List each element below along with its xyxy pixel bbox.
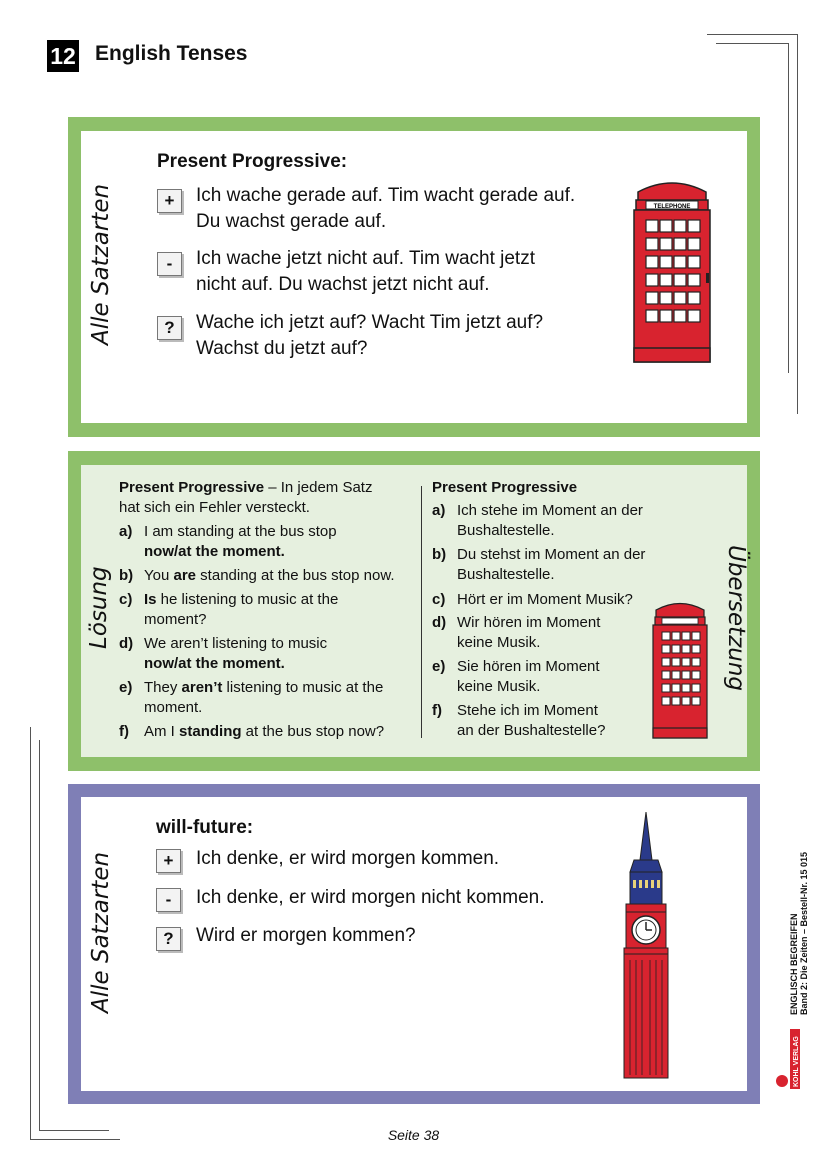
telephone-box-small-image bbox=[650, 600, 710, 740]
column-divider bbox=[421, 486, 422, 738]
frame-line bbox=[716, 43, 788, 44]
plus-symbol-box: + bbox=[156, 849, 181, 873]
card-heading: Present Progressive: bbox=[157, 151, 348, 172]
frame-line bbox=[707, 34, 797, 35]
solution-side-label: Lösung bbox=[86, 566, 112, 649]
question-symbol-box: ? bbox=[156, 927, 181, 951]
svg-text:KOHL VERLAG: KOHL VERLAG bbox=[793, 1036, 800, 1087]
minus-symbol-box: - bbox=[157, 252, 182, 276]
sentence-negative: Ich wache jetzt nicht auf. Tim wacht jetzt nicht auf. Du wachst jetzt nicht auf. bbox=[196, 248, 535, 295]
sentence-affirmative: Ich wache gerade auf. Tim wacht gerade auf. Du wachst gerade auf. bbox=[196, 185, 576, 232]
plus-symbol-box: + bbox=[157, 189, 182, 213]
page-footer: Seite 38 bbox=[387, 1127, 440, 1143]
question-symbol-box: ? bbox=[157, 316, 182, 340]
svg-text:TELEPHONE: TELEPHONE bbox=[653, 204, 691, 210]
frame-line bbox=[30, 727, 31, 1139]
sentence-question: Wache ich jetzt auf? Wacht Tim jetzt auf? Wachst du jetzt auf? bbox=[196, 312, 544, 359]
card-side-label: Alle Satzarten bbox=[88, 851, 114, 1013]
frame-line bbox=[39, 740, 40, 1130]
translation-side-label: Übersetzung bbox=[723, 545, 749, 692]
frame-line bbox=[797, 34, 798, 414]
minus-symbol-box: - bbox=[156, 888, 181, 912]
page-title: English Tenses bbox=[95, 42, 248, 65]
card-heading: will-future: bbox=[156, 817, 254, 838]
solution-intro: Present Progressive – In jedem Satz hat sich ein Fehler versteckt. bbox=[119, 479, 373, 516]
sentence-affirmative: Ich denke, er wird morgen kommen. bbox=[196, 848, 500, 869]
sentence-question: Wird er morgen kommen? bbox=[196, 925, 416, 946]
page-number-badge: 12 bbox=[47, 40, 79, 72]
sentence-negative: Ich denke, er wird morgen nicht kommen. bbox=[196, 887, 545, 908]
telephone-box-image bbox=[630, 178, 714, 364]
card-side-label: Alle Satzarten bbox=[88, 183, 114, 345]
publisher-logo bbox=[773, 1025, 803, 1095]
big-ben-image bbox=[616, 810, 676, 1080]
publisher-sidebar: ENGLISCH BEGREIFEN Band 2: Die Zeiten – Bestell-Nr. 15 015 bbox=[789, 851, 809, 1015]
frame-line bbox=[788, 43, 789, 373]
translation-heading: Present Progressive bbox=[432, 479, 578, 496]
